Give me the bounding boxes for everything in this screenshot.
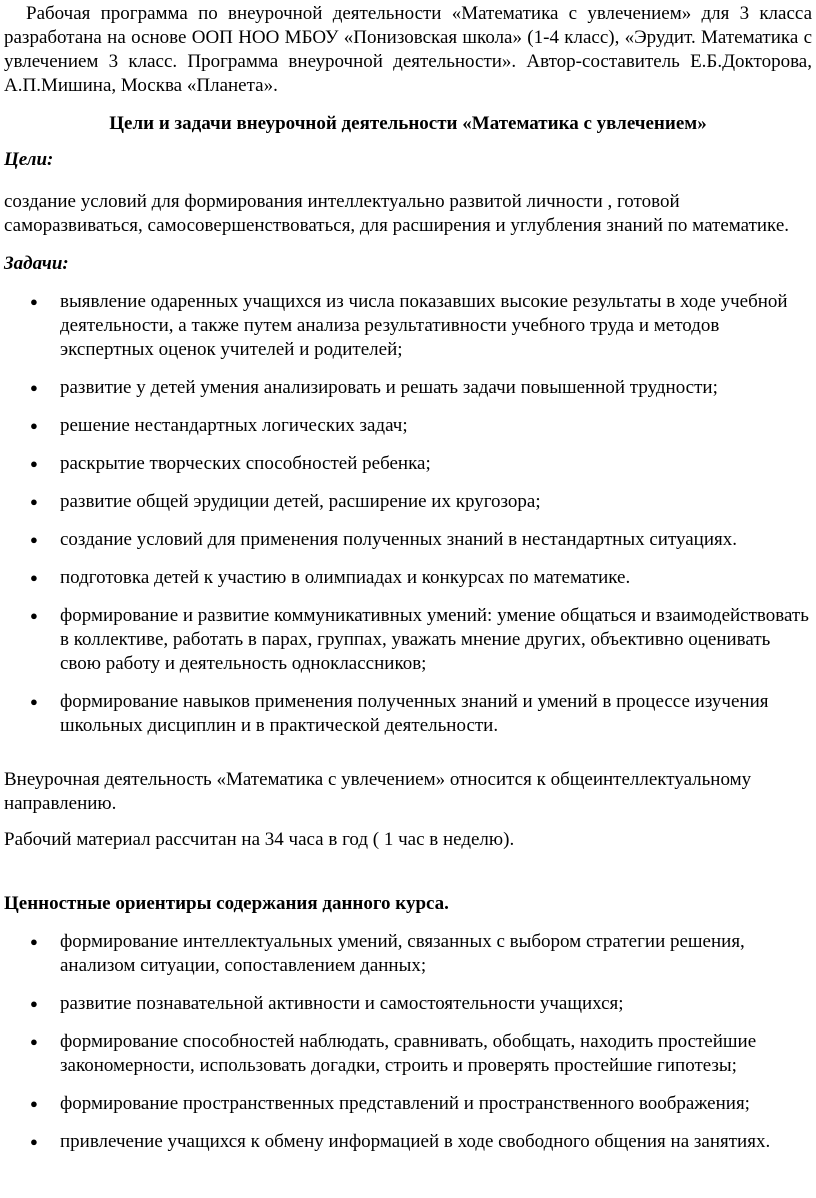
bullet-icon: ● (30, 1134, 38, 1149)
bullet-icon: ● (30, 570, 38, 585)
list-item: ● решение нестандартных логических задач; (30, 415, 408, 436)
list-item: ● формирование навыков применения полученных знаний и умений в процессе изучения школьных дисциплин и в практической деятельности. (30, 691, 769, 736)
list-item: ● развитие общей эрудиции детей, расширение их кругозора; (30, 491, 541, 512)
bullet-icon: ● (30, 996, 38, 1011)
list-item: ● развитие познавательной активности и самостоятельности учащихся; (30, 993, 624, 1014)
list-item: ● создание условий для применения полученных знаний в нестандартных ситуациях. (30, 529, 738, 550)
goals-text: создание условий для формирования интеллектуально развитой личности , готовой саморазвиваться, самосовершенствоваться, для расширения и углубления знаний по математике. (4, 191, 790, 236)
bullet-icon: ● (30, 934, 38, 949)
list-item: ● формирование и развитие коммуникативных умений: умение общаться и взаимодействовать в коллективе, работать в парах, группах, уважать мнение других, объективно оценивать свою работу и деятельность одноклассников; (30, 605, 809, 674)
list-item: ● привлечение учащихся к обмену информацией в ходе свободного общения на занятиях. (30, 1131, 771, 1152)
values-heading: Ценностные ориентиры содержания данного курса. (4, 893, 449, 914)
bullet-icon: ● (30, 456, 38, 471)
goals-label: Цели: (4, 149, 54, 170)
list-item: ● раскрытие творческих способностей ребенка; (30, 453, 431, 474)
bullet-icon: ● (30, 380, 38, 395)
goals-heading: Цели и задачи внеурочной деятельности «Математика с увлечением» (109, 113, 707, 134)
intro-paragraph: Рабочая программа по внеурочной деятельности «Математика с увлечением» для 3 класса разработана на основе ООП НОО МБОУ «Понизовская школа» (1-4 класс), «Эрудит. Математика с увлечением 3 класс. Программа внеурочной деятельности». Автор-составитель Е.Б.Докторова, А.П.Мишина, Москва «Планета». (4, 3, 812, 96)
values-list (4, 930, 812, 1154)
bullet-icon: ● (30, 418, 38, 433)
list-item: ● выявление одаренных учащихся из числа показавших высокие результаты в ходе учебной деятельности, а также путем анализа результативности учебного труда и методов экспертных оценок учителей и родителей; (30, 291, 788, 360)
direction-paragraph: Внеурочная деятельность «Математика с увлечением» относится к общеинтеллектуальному направлению. (4, 769, 752, 814)
list-item: ● формирование способностей наблюдать, сравнивать, обобщать, находить простейшие закономерности, использовать догадки, строить и проверять простейшие гипотезы; (30, 1031, 757, 1076)
list-item: ● формирование пространственных представлений и пространственного воображения; (30, 1093, 750, 1114)
list-item: ● развитие у детей умения анализировать и решать задачи повышенной трудности; (30, 377, 718, 398)
hours-paragraph: Рабочий материал рассчитан на 34 часа в год ( 1 час в неделю). (4, 829, 515, 850)
tasks-label: Задачи: (4, 253, 69, 274)
bullet-icon: ● (30, 1096, 38, 1111)
bullet-icon: ● (30, 294, 38, 309)
bullet-icon: ● (30, 532, 38, 547)
bullet-icon: ● (30, 694, 38, 709)
tasks-list (4, 290, 812, 738)
list-item: ● подготовка детей к участию в олимпиадах и конкурсах по математике. (30, 567, 631, 588)
bullet-icon: ● (30, 1034, 38, 1049)
bullet-icon: ● (30, 494, 38, 509)
list-item: ● формирование интеллектуальных умений, связанных с выбором стратегии решения, анализом ситуации, сопоставлением данных; (30, 931, 745, 976)
bullet-icon: ● (30, 608, 38, 623)
